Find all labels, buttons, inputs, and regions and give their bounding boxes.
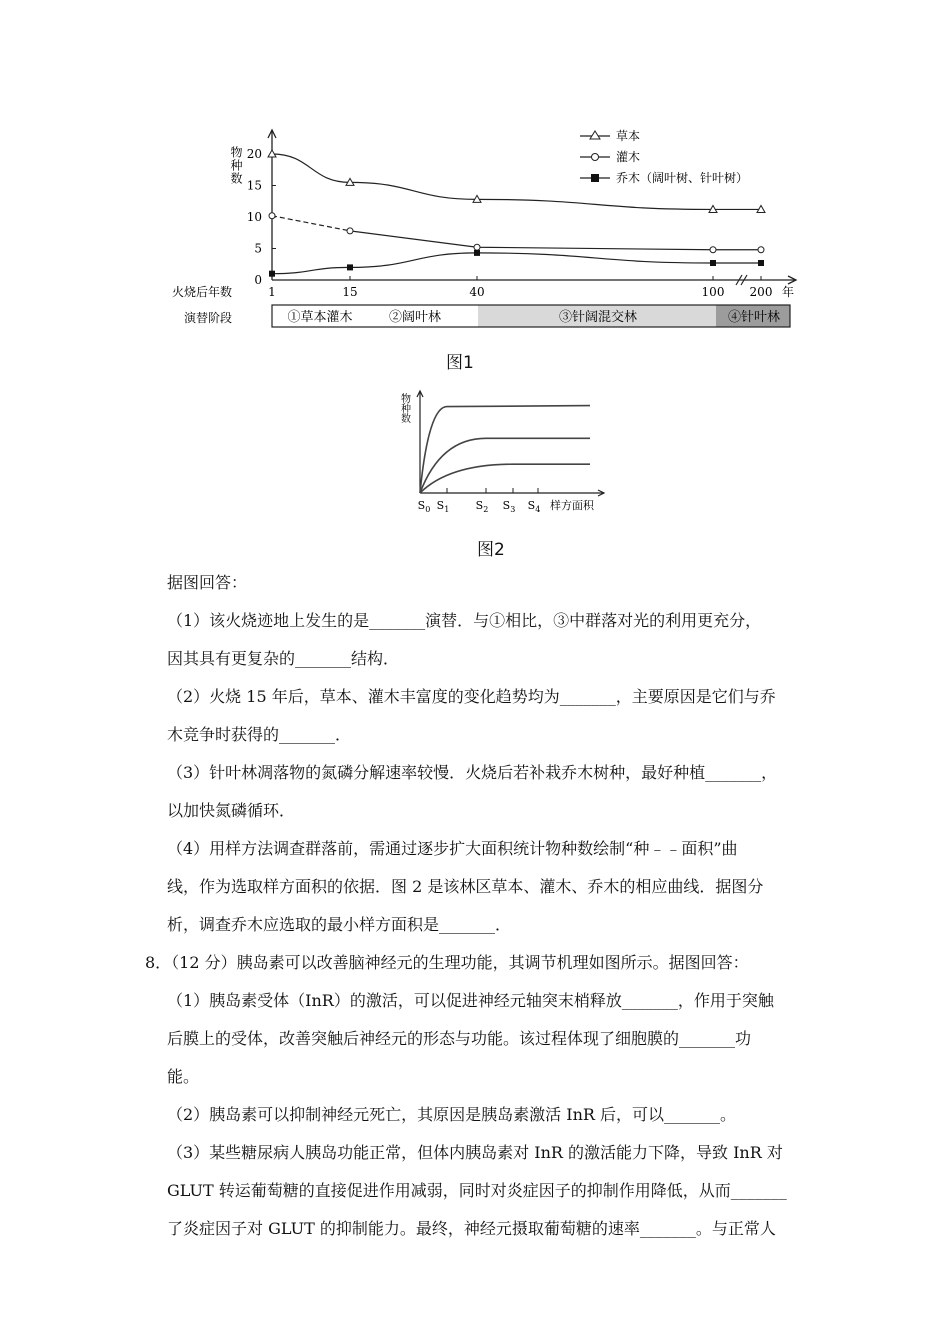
y-tick-label: 5	[254, 241, 262, 256]
x-unit-label: 年	[782, 285, 795, 299]
shrub-point	[269, 213, 275, 219]
tree-point	[474, 250, 480, 256]
tree-point	[710, 260, 716, 266]
x-tick-label: 1	[268, 285, 276, 299]
stage-label: ②阔叶林	[388, 310, 442, 325]
q4-line1: （4）用样方法调查群落前，需通过逐步扩大面积统计物种数绘制“种﹣﹣面积”曲	[167, 839, 738, 858]
shrub-point	[758, 247, 764, 253]
x-tick-label: $S_1$	[436, 499, 450, 514]
q3-line1: （3）针叶林凋落物的氮磷分解速率较慢．火烧后若补栽乔木树种，最好种植_______，	[167, 763, 778, 782]
y-tick-label: 20	[246, 147, 262, 161]
tree-point	[347, 264, 353, 270]
p8-q1-line2: 后膜上的受体，改善突触后神经元的形态与功能。该过程体现了细胞膜的_______功	[167, 1029, 752, 1048]
legend-label: 灌木	[616, 150, 641, 164]
y-tick-label: 15	[246, 178, 262, 193]
x-tick-label: 100	[701, 285, 725, 299]
legend-label: 乔木（阔叶树、针叶树）	[616, 171, 749, 185]
p8-q1-line3: 能。	[167, 1067, 200, 1086]
p8-q3-line1: （3）某些糖尿病人胰岛功能正常，但体内胰岛素对 InR 的激活能力下降，导致 InR 对	[167, 1143, 783, 1162]
legend-circle-marker	[592, 154, 599, 161]
figure-2-chart	[390, 385, 610, 520]
species-area-curve	[420, 438, 590, 493]
stage-axis-label: 演替阶段	[184, 311, 233, 325]
p8-q1-line1: （1）胰岛素受体（InR）的激活，可以促进神经元轴突末梢释放_______，作用于突触	[167, 991, 774, 1010]
x-tick-label: $S_4$	[527, 499, 541, 514]
tree-point	[758, 260, 764, 266]
y-axis-label: 物种数	[398, 393, 410, 423]
q3-line2: 以加快氮磷循环．	[167, 801, 296, 820]
stage-label: ①草本灌木	[287, 310, 353, 325]
q1-line1: （1）该火烧迹地上发生的是_______演替．与①相比，③中群落对光的利用更充分，	[167, 611, 762, 630]
q2-line2: 木竞争时获得的_______．	[167, 725, 352, 744]
figure-1-caption: 图1	[446, 353, 474, 373]
question-8-header: 8．（12 分）胰岛素可以改善脑神经元的生理功能，其调节机理如图所示。据图回答：	[145, 953, 749, 972]
q4-line2: 线，作为选取样方面积的依据．图 2 是该林区草本、灌木、乔木的相应曲线．据图分	[167, 877, 764, 896]
series-line-shrub	[350, 231, 761, 250]
intro-text: 据图回答：	[167, 573, 248, 592]
series-line-shrub-dashed	[272, 216, 350, 231]
legend-square-marker	[591, 174, 599, 182]
y-axis-label: 物种数	[229, 146, 243, 185]
figure-2-caption: 图2	[477, 540, 505, 560]
x-tick-label: 200	[749, 285, 773, 299]
figure-1-chart	[160, 120, 820, 345]
legend-triangle-marker	[590, 131, 600, 139]
x-tick-label: $S_0$	[417, 499, 431, 514]
shrub-point	[474, 244, 480, 250]
shrub-point	[347, 228, 353, 234]
q2-line1: （2）火烧 15 年后，草本、灌木丰富度的变化趋势均为_______，主要原因是它们与乔	[167, 687, 776, 706]
series-line-tree	[272, 253, 761, 274]
q4-line3: 析，调查乔木应选取的最小样方面积是_______．	[167, 915, 512, 934]
p8-q2-line1: （2）胰岛素可以抑制神经元死亡，其原因是胰岛素激活 InR 后，可以_______。	[167, 1105, 737, 1124]
x-axis-label: 样方面积	[550, 499, 594, 512]
p8-q3-line3: 了炎症因子对 GLUT 的抑制能力。最终，神经元摄取葡萄糖的速率_______。与正常人	[167, 1219, 776, 1238]
shrub-point	[710, 247, 716, 253]
x-tick-label: $S_3$	[502, 499, 516, 514]
legend-label: 草本	[616, 129, 641, 143]
stage-label: ③针阔混交林	[558, 310, 638, 325]
x-tick-label: 15	[342, 285, 358, 299]
q1-line2: 因其具有更复杂的_______结构．	[167, 649, 400, 668]
species-area-curve	[420, 464, 590, 493]
stage-label: ④针叶林	[727, 310, 781, 325]
species-area-curve	[420, 406, 590, 493]
y-tick-label: 0	[254, 273, 262, 287]
x-tick-label: 40	[469, 285, 485, 299]
x-tick-label: $S_2$	[475, 499, 489, 514]
tree-point	[269, 271, 275, 277]
p8-q3-line2: GLUT 转运葡萄糖的直接促进作用减弱，同时对炎症因子的抑制作用降低，从而_______	[167, 1181, 787, 1200]
x-axis-label: 火烧后年数	[172, 285, 233, 299]
y-tick-label: 10	[246, 210, 262, 224]
